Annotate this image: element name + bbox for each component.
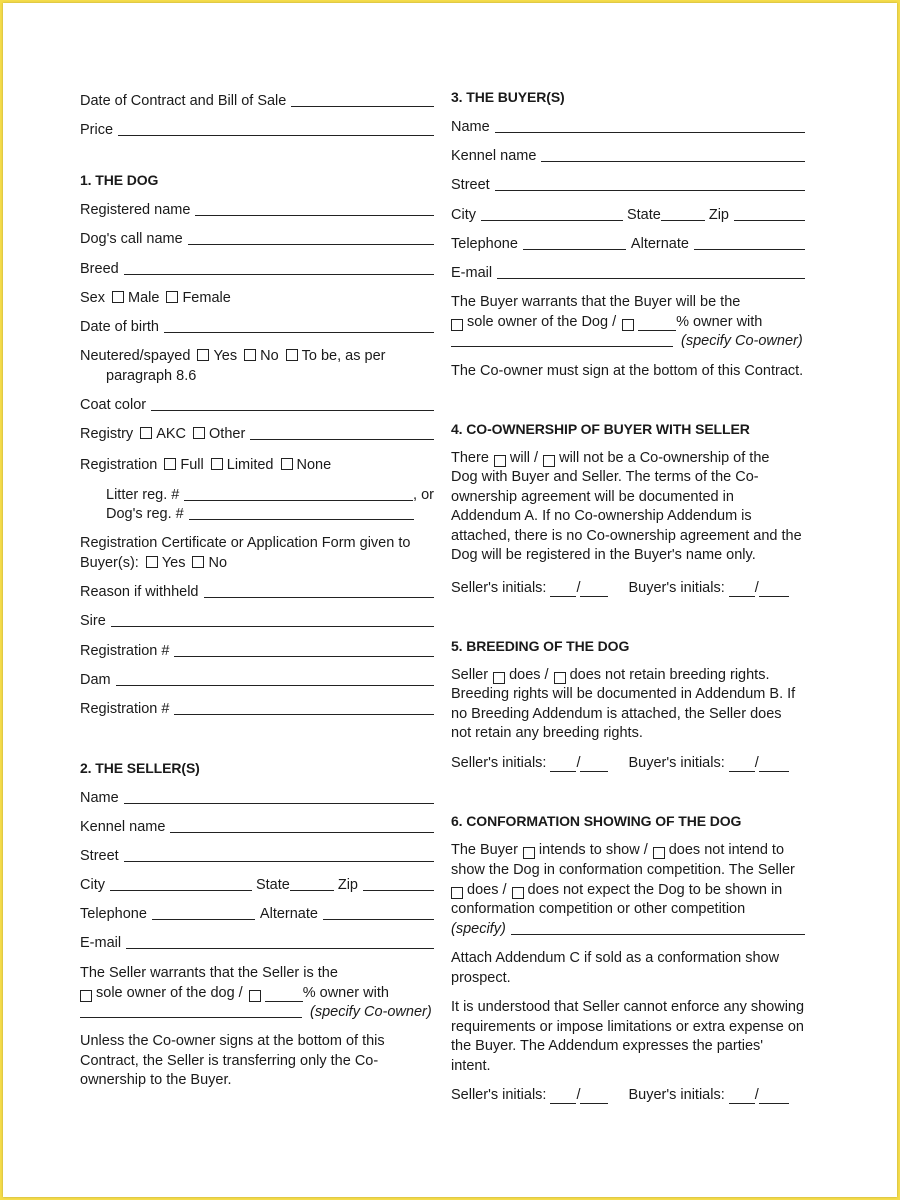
checkbox[interactable] — [146, 556, 158, 568]
sex-field: Sex Male Female — [80, 290, 231, 306]
coownership-will-not-checkbox[interactable] — [543, 455, 555, 467]
checkbox[interactable] — [192, 556, 204, 568]
breed-field[interactable]: Breed — [80, 260, 434, 278]
buyer-email-field[interactable]: E-mail — [451, 264, 805, 282]
conformation-seller-initial-2[interactable] — [580, 1103, 608, 1104]
coownership-seller-initial-2[interactable] — [580, 596, 608, 597]
registration-none-option[interactable]: None — [281, 456, 332, 474]
conformation-understood-text: It is understood that Seller cannot enforce any showing requirements or impose limitations or extra expense on the Buyer. The Addendum expresses the parties' intent. — [451, 999, 805, 1074]
certificate-buyer-field: Buyer(s): Yes No — [80, 555, 228, 571]
breeding-body: Breeding rights will be documented in Addendum B. If no Breeding Addendum is attached, the Seller does not retain any breeding rights. — [451, 686, 796, 742]
coownership-buyer-initial-1[interactable] — [729, 596, 755, 597]
buyer-percent-owner-checkbox[interactable] — [622, 319, 634, 331]
buyer-state-input[interactable] — [661, 220, 705, 221]
checkbox[interactable] — [112, 291, 124, 303]
buyer-percent-input[interactable] — [638, 330, 676, 331]
registration-full-option[interactable]: Full — [164, 456, 203, 474]
sire-registration-field[interactable]: Registration # — [80, 642, 434, 660]
neutered-no-option[interactable]: No — [244, 347, 279, 365]
buyer-warrant-text: The Buyer warrants that the Buyer will be the — [451, 294, 741, 310]
coownership-seller-initial-1[interactable] — [550, 596, 576, 597]
date-of-birth-field[interactable]: Date of birth — [80, 318, 434, 336]
seller-warrant-text: The Seller warrants that the Seller is the — [80, 965, 338, 981]
buyer-city-input[interactable] — [481, 220, 623, 221]
conformation-not-expect-checkbox[interactable] — [512, 887, 524, 899]
buyer-coowner-field[interactable]: (specify Co-owner) — [451, 332, 805, 350]
checkbox[interactable] — [281, 458, 293, 470]
neutered-paragraph-text: paragraph 8.6 — [106, 368, 197, 384]
neutered-yes-option[interactable]: Yes — [197, 347, 237, 365]
seller-unless-text: Unless the Co-owner signs at the bottom of this Contract, the Seller is transferring only the Co-ownership to the Buyer. — [80, 1033, 385, 1089]
seller-sole-owner-checkbox[interactable] — [80, 990, 92, 1002]
call-name-field[interactable]: Dog's call name — [80, 230, 434, 248]
conformation-intend-choice: The Buyer intends to show / does not intend to — [451, 842, 785, 858]
conformation-seller-initial-1[interactable] — [550, 1103, 576, 1104]
checkbox[interactable] — [193, 427, 205, 439]
dam-registration-field[interactable]: Registration # — [80, 700, 434, 718]
buyer-name-field[interactable]: Name — [451, 118, 805, 136]
seller-name-field[interactable]: Name — [80, 789, 434, 807]
certificate-no-option[interactable]: No — [192, 554, 227, 572]
buyer-city-state-zip: City State Zip — [451, 206, 805, 224]
breeding-seller-initial-1[interactable] — [550, 771, 576, 772]
dogs-reg-field[interactable]: Dog's reg. # — [80, 505, 414, 523]
dam-field[interactable]: Dam — [80, 671, 434, 689]
section-heading-conformation: 6. CONFORMATION SHOWING OF THE DOG — [451, 813, 742, 829]
seller-percent-input[interactable] — [265, 1001, 303, 1002]
buyer-street-field[interactable]: Street — [451, 176, 805, 194]
coownership-choice: There will / will not be a Co-ownership of the — [451, 450, 770, 466]
checkbox[interactable] — [164, 458, 176, 470]
seller-percent-owner-checkbox[interactable] — [249, 990, 261, 1002]
litter-reg-field[interactable]: Litter reg. # , or — [106, 487, 434, 503]
buyer-coowner-sign-text: The Co-owner must sign at the bottom of this Contract. — [451, 363, 804, 379]
seller-kennel-field[interactable]: Kennel name — [80, 818, 434, 836]
seller-email-field[interactable]: E-mail — [80, 934, 434, 952]
registry-field: Registry AKC Other — [80, 425, 434, 443]
neutered-tobe-option[interactable]: To be, as per — [286, 347, 386, 365]
conformation-buyer-initial-1[interactable] — [729, 1103, 755, 1104]
conformation-not-intend-checkbox[interactable] — [653, 847, 665, 859]
section-heading-buyer: 3. THE BUYER(S) — [451, 89, 565, 105]
breeding-choice: Seller does / does not retain breeding rights. — [451, 667, 770, 683]
seller-state-input[interactable] — [290, 890, 334, 891]
conformation-attach-text: Attach Addendum C if sold as a conformation show prospect. — [451, 950, 780, 986]
buyer-alternate-input[interactable] — [694, 249, 805, 250]
seller-telephone-input[interactable] — [152, 919, 255, 920]
sex-male-option[interactable]: Male — [112, 289, 159, 307]
coat-color-field[interactable]: Coat color — [80, 396, 434, 414]
conformation-does-checkbox[interactable] — [451, 887, 463, 899]
seller-telephone-alternate: Telephone Alternate — [80, 905, 434, 923]
price-field[interactable]: Price — [80, 121, 434, 139]
contract-page — [3, 3, 897, 1197]
coownership-body: Dog with Buyer and Seller. The terms of the Co-ownership agreement will be documented in Addendum A. If no Co-ownership Addendum is attached, there is no Co-ownership agreement and the Dog will be registered in the Buyer's name only. — [451, 469, 802, 564]
buyer-telephone-alternate: Telephone Alternate — [451, 235, 805, 253]
checkbox[interactable] — [244, 349, 256, 361]
sex-female-option[interactable]: Female — [166, 289, 230, 307]
buyer-zip-input[interactable] — [734, 220, 805, 221]
breeding-initials: Seller's initials: / Buyer's initials: / — [451, 754, 805, 772]
seller-zip-input[interactable] — [363, 890, 434, 891]
breeding-does-checkbox[interactable] — [493, 672, 505, 684]
conformation-buyer-initial-2[interactable] — [759, 1103, 789, 1104]
neutered-field: Neutered/spayed Yes No To be, as per — [80, 348, 386, 364]
conformation-intends-checkbox[interactable] — [523, 847, 535, 859]
registry-other-input[interactable] — [250, 439, 434, 440]
checkbox[interactable] — [286, 349, 298, 361]
section-heading-dog: 1. THE DOG — [80, 172, 159, 188]
checkbox[interactable] — [211, 458, 223, 470]
date-of-contract-field[interactable]: Date of Contract and Bill of Sale — [80, 92, 434, 110]
section-heading-breeding: 5. BREEDING OF THE DOG — [451, 638, 630, 654]
coownership-initials: Seller's initials: / Buyer's initials: / — [451, 579, 805, 597]
seller-city-input[interactable] — [110, 890, 252, 891]
checkbox[interactable] — [140, 427, 152, 439]
registry-other-option[interactable]: Other — [193, 425, 245, 443]
registration-type-field: Registration Full Limited None — [80, 457, 332, 473]
sire-field[interactable]: Sire — [80, 612, 434, 630]
coownership-will-checkbox[interactable] — [494, 455, 506, 467]
checkbox[interactable] — [166, 291, 178, 303]
conformation-expect-choice: does / does not expect the Dog to be shown in — [451, 881, 805, 899]
seller-street-field[interactable]: Street — [80, 847, 434, 865]
buyer-kennel-field[interactable]: Kennel name — [451, 147, 805, 165]
conformation-initials: Seller's initials: / Buyer's initials: / — [451, 1086, 805, 1104]
registered-name-field[interactable]: Registered name — [80, 201, 434, 219]
section-heading-coownership: 4. CO-OWNERSHIP OF BUYER WITH SELLER — [451, 421, 750, 437]
breeding-seller-initial-2[interactable] — [580, 771, 608, 772]
breeding-buyer-initial-2[interactable] — [759, 771, 789, 772]
seller-ownership-options: sole owner of the dog / % owner with — [80, 984, 434, 1002]
seller-coowner-field[interactable]: (specify Co-owner) — [80, 1003, 434, 1021]
section-heading-seller: 2. THE SELLER(S) — [80, 760, 200, 776]
conformation-line-2: show the Dog in conformation competition. The Seller — [451, 862, 795, 878]
breeding-does-not-checkbox[interactable] — [554, 672, 566, 684]
conformation-line-4: conformation competition or other competition — [451, 901, 746, 917]
buyer-telephone-input[interactable] — [523, 249, 626, 250]
breeding-buyer-initial-1[interactable] — [729, 771, 755, 772]
checkbox[interactable] — [197, 349, 209, 361]
registry-akc-option[interactable]: AKC — [140, 425, 186, 443]
buyer-sole-owner-checkbox[interactable] — [451, 319, 463, 331]
registration-limited-option[interactable]: Limited — [211, 456, 274, 474]
certificate-text: Registration Certificate or Application Form given to — [80, 535, 411, 551]
reason-withheld-field[interactable]: Reason if withheld — [80, 583, 434, 601]
seller-alternate-input[interactable] — [323, 919, 434, 920]
certificate-yes-option[interactable]: Yes — [146, 554, 186, 572]
buyer-ownership-options: sole owner of the Dog / % owner with — [451, 313, 805, 331]
seller-city-state-zip: City State Zip — [80, 876, 434, 894]
coownership-buyer-initial-2[interactable] — [759, 596, 789, 597]
conformation-specify-field[interactable]: (specify) — [451, 920, 805, 938]
